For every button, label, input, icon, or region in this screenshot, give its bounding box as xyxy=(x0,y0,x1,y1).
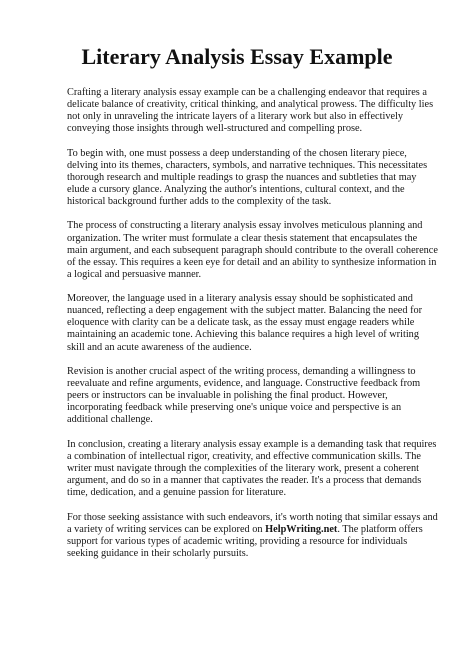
paragraph-assistance xyxy=(67,512,439,560)
assistance-text-before: For those seeking assistance with such endeavors, it's worth noting that similar essays and a variety of writing services can be explored on xyxy=(67,511,438,535)
paragraph-understanding: To begin with, one must possess a deep understanding of the chosen literary piece, delving into its themes, characters, symbols, and narrative techniques. This necessitates thorough research and multiple readings to grasp the nuances and subtleties that may elude a cursory glance. Analyzing the author's intentions, cultural context, and the historical background further adds to the complexity of the task. xyxy=(67,147,428,208)
paragraph-process: The process of constructing a literary analysis essay involves meticulous planning and organization. The writer must formulate a clear thesis statement that encapsulates the main argument, and each subsequent paragraph should contribute to the overall coherence of the essay. This requires a keen eye for detail and an ability to synthesize information in a logical and persuasive manner. xyxy=(67,220,438,280)
document-title: Literary Analysis Essay Example xyxy=(81,44,393,69)
assistance-text-after: . The platform offers support for various types of academic writing, providing a resource for individuals seeking guidance in their scholarly pursuits. xyxy=(67,523,423,559)
document-body xyxy=(67,87,439,572)
brand-name: HelpWriting.net xyxy=(265,523,338,535)
paragraph-intro: Crafting a literary analysis essay example can be a challenging endeavor that requires a delicate balance of creativity, critical thinking, and analytical prowess. The difficulty lies not only in unraveling the intricate layers of a literary work but also in effectively conveying those insights through well-structured and compelling prose. xyxy=(67,87,434,135)
paragraph-revision: Revision is another crucial aspect of the writing process, demanding a willingness to reevaluate and refine arguments, evidence, and language. Constructive feedback from peers or instructors can be invaluable in polishing the final product. However, incorporating feedback while preserving one's unique voice and perspective is an additional challenge. xyxy=(67,365,421,426)
paragraph-conclusion: In conclusion, creating a literary analysis essay example is a demanding task that requires a combination of intellectual rigor, creativity, and effective communication skills. The writer must navigate through the complexities of the literary work, present a coherent argument, and do so in a manner that captivates the reader. It's a process that demands time, dedication, and a genuine passion for literature. xyxy=(67,438,437,499)
paragraph-language: Moreover, the language used in a literary analysis essay should be sophisticated and nuanced, reflecting a deep engagement with the subject matter. Balancing the need for eloquence with clarity can be a delicate task, as the essay must engage readers while maintaining an academic tone. Achieving this balance requires a high level of writing skill and an acute awareness of the audience. xyxy=(67,293,423,353)
